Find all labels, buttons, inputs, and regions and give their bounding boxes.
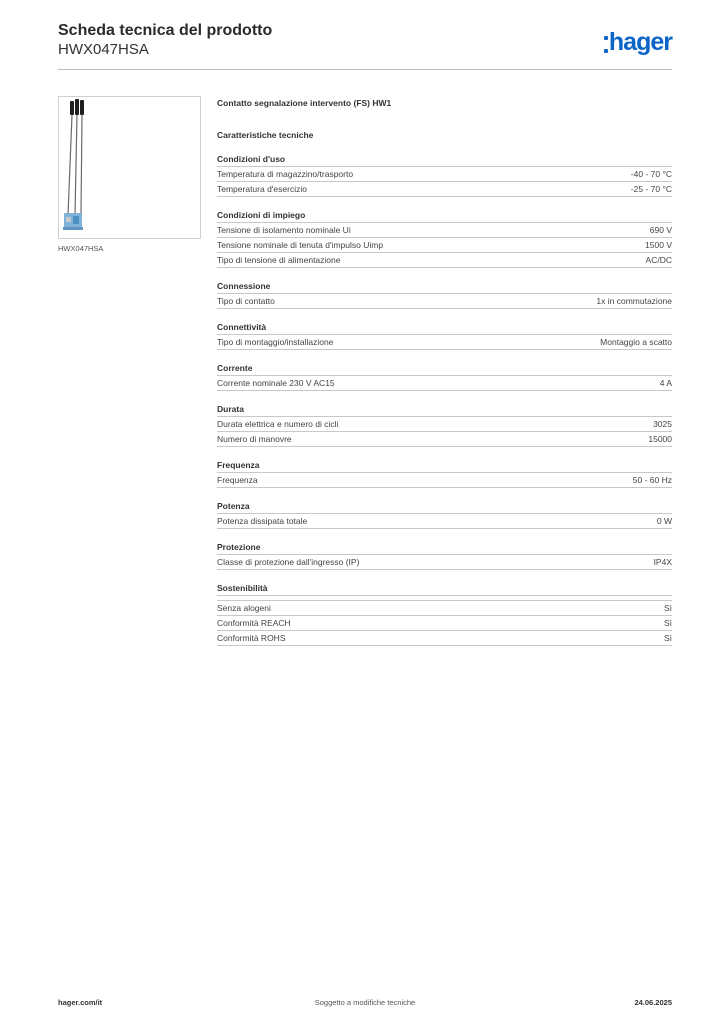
spec-group-title: Connessione — [217, 280, 672, 294]
spec-label: Numero di manovre — [217, 434, 292, 444]
auxiliary-contact-illustration — [59, 97, 200, 238]
spec-label: Durata elettrica e numero di cicli — [217, 419, 339, 429]
spec-label: Temperatura d'esercizio — [217, 184, 307, 194]
spec-value: 50 - 60 Hz — [632, 475, 672, 485]
spec-value: 0 W — [656, 516, 672, 526]
spec-group-title: Condizioni d'uso — [217, 153, 672, 167]
spec-row — [217, 238, 672, 253]
logo-text: hager — [608, 28, 672, 56]
spec-value: Sì — [663, 618, 672, 628]
spec-row — [217, 294, 672, 309]
spec-group-title: Corrente — [217, 362, 672, 376]
spec-row — [217, 223, 672, 238]
datasheet-content — [217, 97, 672, 646]
spec-group — [217, 362, 672, 391]
spec-row — [217, 514, 672, 529]
spec-group — [217, 209, 672, 268]
spec-row — [217, 473, 672, 488]
spec-label: Corrente nominale 230 V AC15 — [217, 378, 335, 388]
spec-group — [217, 582, 672, 646]
spec-row — [217, 335, 672, 350]
spec-row — [217, 601, 672, 616]
spec-group — [217, 459, 672, 488]
spec-group — [217, 321, 672, 350]
spec-value: -40 - 70 °C — [630, 169, 672, 179]
section-title: Caratteristiche tecniche — [217, 130, 314, 140]
spec-value: 690 V — [649, 225, 672, 235]
spec-row — [217, 253, 672, 268]
spec-group — [217, 403, 672, 447]
spec-value: 3025 — [653, 419, 672, 429]
spec-group-title: Durata — [217, 403, 672, 417]
spec-group-title: Sostenibilità — [217, 582, 672, 596]
spec-value: -25 - 70 °C — [630, 184, 672, 194]
product-code: HWX047HSA — [58, 41, 149, 58]
spec-label: Tipo di montaggio/installazione — [217, 337, 334, 347]
product-image-caption: HWX047HSA — [58, 244, 104, 253]
spec-label: Conformità REACH — [217, 618, 291, 628]
spec-label: Senza alogeni — [217, 603, 271, 613]
document-title: Scheda tecnica del prodotto — [58, 22, 273, 39]
product-image — [58, 96, 201, 239]
spec-row — [217, 167, 672, 182]
spec-row — [217, 376, 672, 391]
spec-value: 1500 V — [645, 240, 672, 250]
spec-label: Frequenza — [217, 475, 258, 485]
spec-label: Tensione di isolamento nominale Ui — [217, 225, 351, 235]
spec-value: IP4X — [653, 557, 672, 567]
spec-group — [217, 541, 672, 570]
spec-value: Sì — [663, 603, 672, 613]
spec-group-title: Condizioni di impiego — [217, 209, 672, 223]
spec-group-title: Potenza — [217, 500, 672, 514]
spec-value: Montaggio a scatto — [600, 337, 672, 347]
spec-value: Sì — [663, 633, 672, 643]
spec-label: Classe di protezione dall'ingresso (IP) — [217, 557, 360, 567]
spec-label: Temperatura di magazzino/trasporto — [217, 169, 354, 179]
spec-value: AC/DC — [645, 255, 672, 265]
footer-website-link[interactable]: hager.com/it — [58, 998, 103, 1007]
spec-row — [217, 432, 672, 447]
spec-group-title: Frequenza — [217, 459, 672, 473]
spec-label: Tipo di tensione di alimentazione — [217, 255, 341, 265]
spec-label: Tensione nominale di tenuta d'impulso Uimp — [217, 240, 384, 250]
spec-value: 4 A — [659, 378, 672, 388]
spec-row — [217, 182, 672, 197]
spec-row — [217, 417, 672, 432]
footer-date: 24.06.2025 — [634, 998, 672, 1007]
footer-note: Soggetto a modifiche tecniche — [314, 998, 416, 1007]
spec-value: 1x in commutazione — [596, 296, 672, 306]
spec-label: Tipo di contatto — [217, 296, 275, 306]
spec-group — [217, 500, 672, 529]
hager-logo — [604, 28, 672, 56]
page-header — [58, 22, 672, 70]
logo-colon-mark — [604, 36, 608, 53]
spec-row — [217, 616, 672, 631]
spec-group — [217, 280, 672, 309]
spec-label: Conformità ROHS — [217, 633, 286, 643]
spec-group — [217, 153, 672, 197]
spec-label: Potenza dissipata totale — [217, 516, 308, 526]
spec-group-title: Connettività — [217, 321, 672, 335]
spec-group-title: Protezione — [217, 541, 672, 555]
spec-row — [217, 555, 672, 570]
spec-row — [217, 631, 672, 646]
product-name: Contatto segnalazione intervento (FS) HW1 — [217, 98, 392, 108]
spec-value: 15000 — [648, 434, 672, 444]
